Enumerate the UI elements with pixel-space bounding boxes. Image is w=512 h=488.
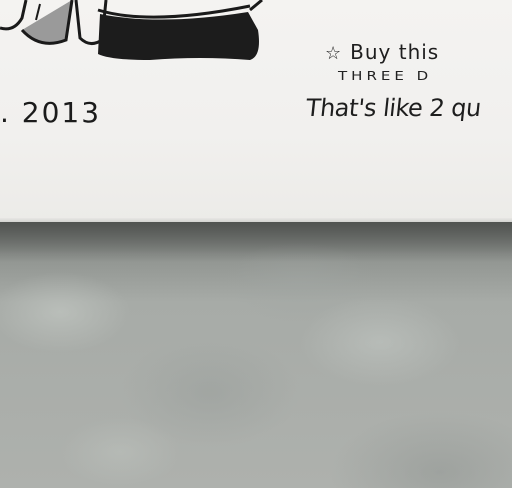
drawing-gray-shape <box>22 0 72 43</box>
paper-sheet <box>0 0 512 222</box>
drawing-stroke-right <box>250 0 262 10</box>
year-text: . 2013 <box>0 96 102 129</box>
drawing-black-fill <box>98 12 259 60</box>
drawing-stroke-left <box>0 0 26 29</box>
star-icon: ☆ <box>325 43 343 64</box>
handwritten-note-line1 <box>325 40 439 64</box>
handwritten-note-line3: That's like 2 qu <box>304 94 483 122</box>
note-line1-text: Buy this <box>350 40 440 64</box>
table-surface <box>0 222 512 488</box>
handwritten-note-line2: THREE D <box>338 68 433 84</box>
drawing-stroke-detail <box>36 4 40 20</box>
paper-shadow <box>0 222 512 262</box>
